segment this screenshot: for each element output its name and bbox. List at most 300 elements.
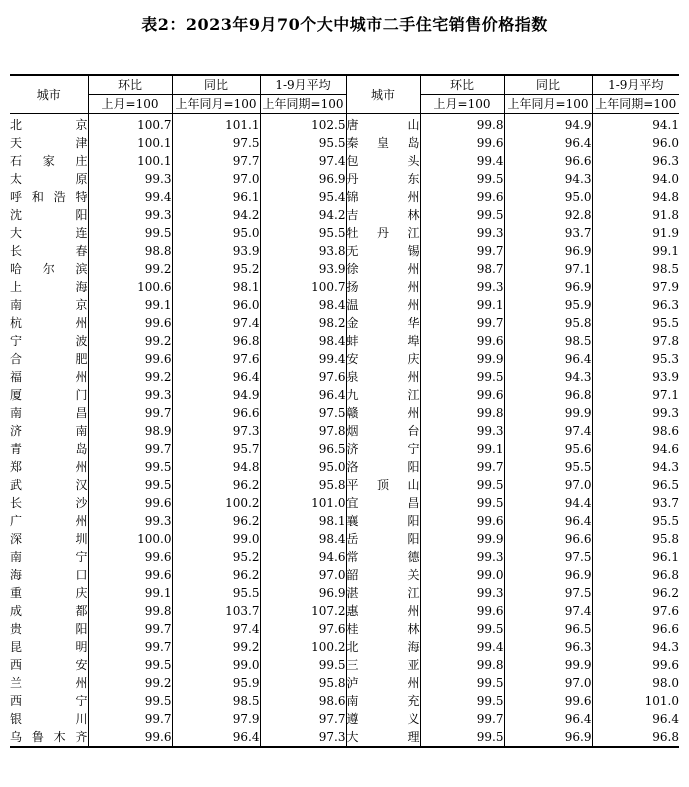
left-mom-value: 99.6 [88,350,172,368]
left-avg-value: 97.4 [260,152,346,170]
right-yoy-value: 97.4 [504,422,592,440]
left-city-name: 济南 [10,424,88,438]
right-mom-value: 99.5 [420,476,504,494]
table-row [10,206,679,224]
right-yoy-value: 96.4 [504,134,592,152]
left-mom-value: 99.5 [88,476,172,494]
left-mom-value: 99.4 [88,188,172,206]
right-city-name: 牡丹江 [346,226,420,240]
left-city-name: 乌鲁木齐 [10,728,88,747]
left-avg-value: 95.8 [260,674,346,692]
right-mom-value: 99.7 [420,710,504,728]
right-avg-value: 96.6 [592,620,679,638]
left-mom-value: 100.1 [88,152,172,170]
right-city-name: 烟台 [346,424,420,438]
mom-header-right: 环比 [420,75,504,95]
table-row [10,350,679,368]
right-yoy-value: 97.4 [504,602,592,620]
right-avg-value: 94.3 [592,638,679,656]
yoy-base-right: 上年同月=100 [504,95,592,114]
left-mom-value: 99.2 [88,260,172,278]
right-mom-value: 99.6 [420,134,504,152]
avg-base-left: 上年同期=100 [260,95,346,114]
table-row [10,368,679,386]
right-city-name: 金华 [346,316,420,330]
right-yoy-value: 99.6 [504,692,592,710]
left-mom-value: 99.1 [88,584,172,602]
left-city-name: 南昌 [10,406,88,420]
left-avg-value: 97.3 [260,728,346,747]
right-yoy-value: 92.8 [504,206,592,224]
table-row [10,512,679,530]
right-city-name: 丹东 [346,172,420,186]
left-mom-value: 99.7 [88,620,172,638]
right-yoy-value: 94.3 [504,170,592,188]
right-city-name: 北海 [346,640,420,654]
left-city-name: 厦门 [10,388,88,402]
left-avg-value: 97.5 [260,404,346,422]
left-yoy-value: 103.7 [172,602,260,620]
right-yoy-value: 96.5 [504,620,592,638]
left-city-name: 南宁 [10,550,88,564]
left-city-name: 银川 [10,712,88,726]
left-avg-value: 99.4 [260,350,346,368]
table-row [10,332,679,350]
right-avg-value: 96.8 [592,566,679,584]
right-yoy-value: 98.5 [504,332,592,350]
right-mom-value: 99.5 [420,692,504,710]
right-yoy-value: 96.8 [504,386,592,404]
right-yoy-value: 97.5 [504,584,592,602]
table-row [10,548,679,566]
left-city-name: 哈尔滨 [10,262,88,276]
left-city-name: 天津 [10,136,88,150]
left-avg-value: 98.4 [260,530,346,548]
left-yoy-value: 97.6 [172,350,260,368]
left-city-name: 成都 [10,604,88,618]
left-yoy-value: 95.2 [172,548,260,566]
right-avg-value: 99.6 [592,656,679,674]
left-yoy-value: 95.9 [172,674,260,692]
left-avg-value: 97.6 [260,620,346,638]
left-yoy-value: 96.2 [172,512,260,530]
right-avg-value: 97.1 [592,386,679,404]
left-avg-value: 93.9 [260,260,346,278]
right-yoy-value: 96.6 [504,152,592,170]
left-yoy-value: 93.9 [172,242,260,260]
left-city-name: 青岛 [10,442,88,456]
right-mom-value: 99.7 [420,314,504,332]
left-avg-value: 95.8 [260,476,346,494]
left-city-name: 呼和浩特 [10,190,88,204]
right-mom-value: 99.5 [420,494,504,512]
right-mom-value: 98.7 [420,260,504,278]
right-mom-value: 99.8 [420,656,504,674]
left-yoy-value: 96.4 [172,368,260,386]
right-city-name: 惠州 [346,604,420,618]
left-city-name: 北京 [10,114,88,135]
right-avg-value: 98.6 [592,422,679,440]
right-city-name: 襄阳 [346,514,420,528]
right-yoy-value: 96.3 [504,638,592,656]
right-city-name: 安庆 [346,352,420,366]
right-mom-value: 99.6 [420,512,504,530]
table-row [10,314,679,332]
left-yoy-value: 96.2 [172,566,260,584]
table-row [10,152,679,170]
left-yoy-value: 97.3 [172,422,260,440]
left-mom-value: 99.3 [88,512,172,530]
left-mom-value: 100.0 [88,530,172,548]
right-yoy-value: 95.8 [504,314,592,332]
left-mom-value: 99.5 [88,656,172,674]
left-yoy-value: 94.9 [172,386,260,404]
right-yoy-value: 96.9 [504,728,592,747]
left-yoy-value: 94.2 [172,206,260,224]
right-mom-value: 99.7 [420,458,504,476]
right-avg-value: 96.5 [592,476,679,494]
table-row [10,638,679,656]
left-yoy-value: 94.8 [172,458,260,476]
left-avg-value: 107.2 [260,602,346,620]
left-avg-value: 96.4 [260,386,346,404]
left-avg-value: 97.7 [260,710,346,728]
table-row [10,692,679,710]
right-city-name: 包头 [346,154,420,168]
right-avg-value: 96.4 [592,710,679,728]
left-yoy-value: 98.5 [172,692,260,710]
left-yoy-value: 95.2 [172,260,260,278]
right-yoy-value: 96.4 [504,350,592,368]
right-city-name: 蚌埠 [346,334,420,348]
right-avg-value: 91.8 [592,206,679,224]
left-mom-value: 99.7 [88,404,172,422]
yoy-header-left: 同比 [172,75,260,95]
left-mom-value: 99.6 [88,728,172,747]
left-mom-value: 99.5 [88,458,172,476]
table-row [10,530,679,548]
right-mom-value: 99.3 [420,584,504,602]
right-mom-value: 99.3 [420,278,504,296]
left-city-name: 长春 [10,244,88,258]
table-row [10,656,679,674]
right-mom-value: 99.6 [420,602,504,620]
left-avg-value: 101.0 [260,494,346,512]
left-avg-value: 99.5 [260,656,346,674]
left-city-name: 兰州 [10,676,88,690]
right-avg-value: 97.9 [592,278,679,296]
right-mom-value: 99.5 [420,368,504,386]
table-row [10,386,679,404]
left-yoy-value: 96.6 [172,404,260,422]
right-city-name: 湛江 [346,586,420,600]
left-mom-value: 99.6 [88,566,172,584]
right-mom-value: 99.6 [420,332,504,350]
yoy-base-left: 上年同月=100 [172,95,260,114]
right-mom-value: 99.3 [420,224,504,242]
left-avg-value: 96.9 [260,170,346,188]
left-yoy-value: 97.4 [172,620,260,638]
table-body [10,114,679,748]
table-row [10,422,679,440]
left-avg-value: 94.2 [260,206,346,224]
table-row [10,584,679,602]
right-mom-value: 99.0 [420,566,504,584]
left-city-name: 长沙 [10,496,88,510]
left-city-name: 沈阳 [10,208,88,222]
table-row [10,296,679,314]
left-city-name: 昆明 [10,640,88,654]
right-yoy-value: 93.7 [504,224,592,242]
right-city-name: 宜昌 [346,496,420,510]
left-yoy-value: 97.9 [172,710,260,728]
right-yoy-value: 97.0 [504,476,592,494]
left-yoy-value: 96.0 [172,296,260,314]
right-avg-value: 94.0 [592,170,679,188]
left-avg-value: 100.7 [260,278,346,296]
right-mom-value: 99.9 [420,350,504,368]
right-mom-value: 99.4 [420,152,504,170]
avg-base-right: 上年同期=100 [592,95,679,114]
right-yoy-value: 97.0 [504,674,592,692]
right-avg-value: 99.1 [592,242,679,260]
right-city-name: 三亚 [346,658,420,672]
table-row [10,602,679,620]
right-mom-value: 99.5 [420,620,504,638]
right-avg-value: 96.3 [592,152,679,170]
right-yoy-value: 95.6 [504,440,592,458]
left-yoy-value: 96.8 [172,332,260,350]
right-avg-value: 97.6 [592,602,679,620]
table-row [10,494,679,512]
left-avg-value: 94.6 [260,548,346,566]
mom-base-right: 上月=100 [420,95,504,114]
left-mom-value: 99.6 [88,494,172,512]
right-city-name: 常德 [346,550,420,564]
right-yoy-value: 97.5 [504,548,592,566]
right-city-name: 韶关 [346,568,420,582]
left-mom-value: 99.3 [88,386,172,404]
avg-header-left: 1-9月平均 [260,75,346,95]
mom-base-left: 上月=100 [88,95,172,114]
right-city-name: 洛阳 [346,460,420,474]
left-avg-value: 102.5 [260,114,346,135]
right-mom-value: 99.9 [420,530,504,548]
right-avg-value: 96.0 [592,134,679,152]
left-mom-value: 99.8 [88,602,172,620]
right-yoy-value: 95.9 [504,296,592,314]
left-yoy-value: 97.7 [172,152,260,170]
right-mom-value: 99.8 [420,114,504,135]
yoy-header-right: 同比 [504,75,592,95]
right-mom-value: 99.4 [420,638,504,656]
right-yoy-value: 94.4 [504,494,592,512]
left-yoy-value: 97.0 [172,170,260,188]
right-yoy-value: 96.6 [504,530,592,548]
price-index-table [10,74,679,748]
right-city-name: 秦皇岛 [346,136,420,150]
left-city-name: 广州 [10,514,88,528]
left-yoy-value: 97.5 [172,134,260,152]
right-mom-value: 99.3 [420,422,504,440]
right-yoy-value: 96.4 [504,710,592,728]
right-mom-value: 99.6 [420,188,504,206]
right-avg-value: 94.1 [592,114,679,135]
left-avg-value: 98.4 [260,332,346,350]
table-row [10,728,679,747]
right-yoy-value: 96.9 [504,242,592,260]
right-avg-value: 101.0 [592,692,679,710]
left-yoy-value: 99.0 [172,530,260,548]
left-mom-value: 100.7 [88,114,172,135]
right-yoy-value: 95.5 [504,458,592,476]
left-avg-value: 95.0 [260,458,346,476]
left-city-name: 上海 [10,280,88,294]
left-mom-value: 99.2 [88,332,172,350]
left-avg-value: 100.2 [260,638,346,656]
right-mom-value: 99.7 [420,242,504,260]
left-mom-value: 99.2 [88,674,172,692]
right-avg-value: 96.2 [592,584,679,602]
right-mom-value: 99.1 [420,440,504,458]
table-row [10,170,679,188]
right-avg-value: 94.8 [592,188,679,206]
right-yoy-value: 95.0 [504,188,592,206]
left-city-name: 杭州 [10,316,88,330]
page-title: 表2：2023年9月70个大中城市二手住宅销售价格指数 [141,15,548,34]
left-yoy-value: 95.7 [172,440,260,458]
left-avg-value: 97.8 [260,422,346,440]
right-mom-value: 99.5 [420,728,504,747]
left-mom-value: 98.9 [88,422,172,440]
right-avg-value: 94.3 [592,458,679,476]
left-city-name: 西宁 [10,694,88,708]
right-avg-value: 93.7 [592,494,679,512]
right-mom-value: 99.6 [420,386,504,404]
right-avg-value: 95.5 [592,512,679,530]
left-city-name: 太原 [10,172,88,186]
left-city-name: 海口 [10,568,88,582]
left-avg-value: 97.6 [260,368,346,386]
right-avg-value: 93.9 [592,368,679,386]
left-avg-value: 98.4 [260,296,346,314]
right-mom-value: 99.1 [420,296,504,314]
right-city-name: 济宁 [346,442,420,456]
left-yoy-value: 96.1 [172,188,260,206]
left-mom-value: 99.6 [88,548,172,566]
right-city-name: 大理 [346,728,420,747]
left-mom-value: 99.5 [88,224,172,242]
left-city-name: 武汉 [10,478,88,492]
right-mom-value: 99.5 [420,206,504,224]
table-row [10,260,679,278]
right-city-name: 扬州 [346,280,420,294]
right-city-name: 九江 [346,388,420,402]
right-city-name: 岳阳 [346,532,420,546]
right-city-name: 唐山 [346,114,420,135]
avg-header-right: 1-9月平均 [592,75,679,95]
left-yoy-value: 98.1 [172,278,260,296]
right-mom-value: 99.3 [420,548,504,566]
left-mom-value: 100.6 [88,278,172,296]
left-city-name: 深圳 [10,532,88,546]
left-yoy-value: 101.1 [172,114,260,135]
table-row [10,458,679,476]
table-row [10,566,679,584]
left-avg-value: 93.8 [260,242,346,260]
left-yoy-value: 96.2 [172,476,260,494]
table-row [10,440,679,458]
left-mom-value: 99.7 [88,638,172,656]
right-avg-value: 94.6 [592,440,679,458]
table-row [10,134,679,152]
left-mom-value: 99.3 [88,170,172,188]
left-avg-value: 96.9 [260,584,346,602]
table-row [10,188,679,206]
right-city-name: 徐州 [346,262,420,276]
table-row [10,224,679,242]
left-yoy-value: 95.5 [172,584,260,602]
right-avg-value: 96.8 [592,728,679,747]
left-avg-value: 96.5 [260,440,346,458]
right-avg-value: 97.8 [592,332,679,350]
left-mom-value: 100.1 [88,134,172,152]
table-row [10,674,679,692]
left-mom-value: 99.7 [88,440,172,458]
right-city-name: 赣州 [346,406,420,420]
left-city-name: 南京 [10,298,88,312]
left-mom-value: 99.1 [88,296,172,314]
right-avg-value: 98.5 [592,260,679,278]
right-city-name: 温州 [346,298,420,312]
left-avg-value: 98.2 [260,314,346,332]
mom-header-left: 环比 [88,75,172,95]
table-row [10,242,679,260]
right-mom-value: 99.5 [420,674,504,692]
table-row [10,476,679,494]
left-yoy-value: 99.0 [172,656,260,674]
city-header-left: 城市 [10,75,88,114]
right-city-name: 泉州 [346,370,420,384]
right-yoy-value: 99.9 [504,404,592,422]
right-avg-value: 95.3 [592,350,679,368]
right-yoy-value: 99.9 [504,656,592,674]
left-mom-value: 99.6 [88,314,172,332]
left-mom-value: 99.7 [88,710,172,728]
left-avg-value: 98.6 [260,692,346,710]
right-yoy-value: 96.4 [504,512,592,530]
left-mom-value: 99.5 [88,692,172,710]
right-city-name: 锦州 [346,190,420,204]
right-avg-value: 98.0 [592,674,679,692]
right-city-name: 平顶山 [346,478,420,492]
left-avg-value: 97.0 [260,566,346,584]
right-city-name: 吉林 [346,208,420,222]
right-avg-value: 96.1 [592,548,679,566]
left-mom-value: 98.8 [88,242,172,260]
table-row [10,710,679,728]
right-yoy-value: 96.9 [504,278,592,296]
left-yoy-value: 96.4 [172,728,260,747]
left-yoy-value: 99.2 [172,638,260,656]
right-avg-value: 99.3 [592,404,679,422]
left-city-name: 宁波 [10,334,88,348]
left-avg-value: 95.4 [260,188,346,206]
right-city-name: 桂林 [346,622,420,636]
right-yoy-value: 97.1 [504,260,592,278]
right-yoy-value: 94.9 [504,114,592,135]
left-yoy-value: 95.0 [172,224,260,242]
